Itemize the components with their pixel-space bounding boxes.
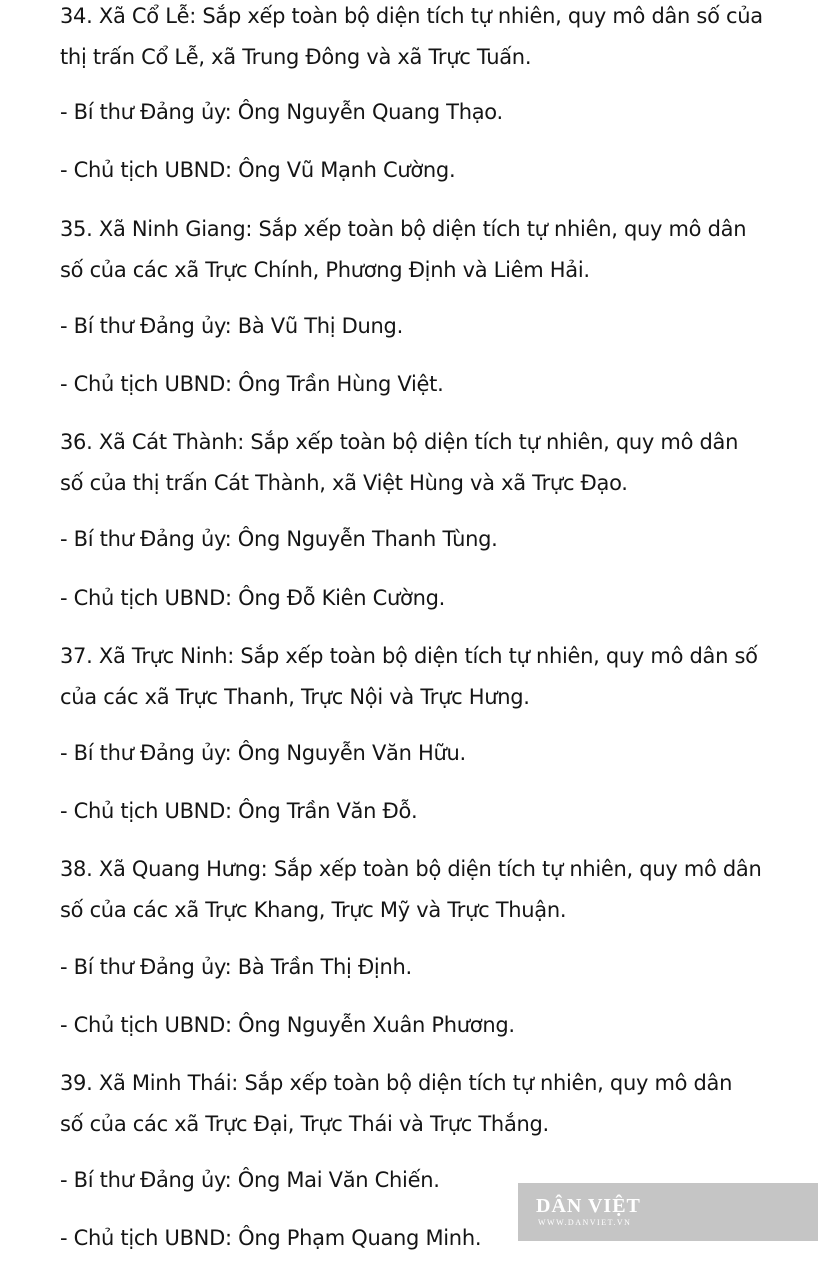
item-34-heading-line-2: thị trấn Cổ Lễ, xã Trung Đông và xã Trực Tuấn. — [60, 45, 532, 69]
danviet-url: WWW.DANVIET.VN — [538, 1218, 632, 1227]
item-38-heading-line-2: số của các xã Trực Khang, Trực Mỹ và Trực Thuận. — [60, 898, 567, 922]
item-36-chairman: - Chủ tịch UBND: Ông Đỗ Kiên Cường. — [60, 586, 446, 610]
item-35-party-secretary: - Bí thư Đảng ủy: Bà Vũ Thị Dung. — [60, 314, 403, 338]
item-39-heading-line-2: số của các xã Trực Đại, Trực Thái và Trực Thắng. — [60, 1112, 549, 1136]
item-36-party-secretary: - Bí thư Đảng ủy: Ông Nguyễn Thanh Tùng. — [60, 527, 498, 551]
item-35-chairman: - Chủ tịch UBND: Ông Trần Hùng Việt. — [60, 372, 444, 396]
danviet-watermark — [518, 1183, 818, 1241]
item-37-chairman: - Chủ tịch UBND: Ông Trần Văn Đỗ. — [60, 799, 418, 823]
item-39-chairman: - Chủ tịch UBND: Ông Phạm Quang Minh. — [60, 1226, 482, 1250]
item-39-party-secretary: - Bí thư Đảng ủy: Ông Mai Văn Chiến. — [60, 1168, 440, 1192]
item-38-party-secretary: - Bí thư Đảng ủy: Bà Trần Thị Định. — [60, 955, 412, 979]
item-36-heading-line-2: số của thị trấn Cát Thành, xã Việt Hùng và xã Trực Đạo. — [60, 471, 628, 495]
item-39-heading-line-1: 39. Xã Minh Thái: Sắp xếp toàn bộ diện tích tự nhiên, quy mô dân — [60, 1071, 733, 1095]
item-36-heading-line-1: 36. Xã Cát Thành: Sắp xếp toàn bộ diện tích tự nhiên, quy mô dân — [60, 430, 739, 454]
item-35-heading-line-1: 35. Xã Ninh Giang: Sắp xếp toàn bộ diện tích tự nhiên, quy mô dân — [60, 217, 747, 241]
item-38-chairman: - Chủ tịch UBND: Ông Nguyễn Xuân Phương. — [60, 1013, 515, 1037]
item-34-party-secretary: - Bí thư Đảng ủy: Ông Nguyễn Quang Thạo. — [60, 100, 503, 124]
item-35-heading-line-2: số của các xã Trực Chính, Phương Định và Liêm Hải. — [60, 258, 590, 282]
item-34-chairman: - Chủ tịch UBND: Ông Vũ Mạnh Cường. — [60, 158, 456, 182]
item-37-party-secretary: - Bí thư Đảng ủy: Ông Nguyễn Văn Hữu. — [60, 741, 466, 765]
item-34-heading-line-1: 34. Xã Cổ Lễ: Sắp xếp toàn bộ diện tích tự nhiên, quy mô dân số của — [60, 4, 763, 28]
item-37-heading-line-2: của các xã Trực Thanh, Trực Nội và Trực Hưng. — [60, 685, 530, 709]
item-38-heading-line-1: 38. Xã Quang Hưng: Sắp xếp toàn bộ diện tích tự nhiên, quy mô dân — [60, 857, 762, 881]
item-37-heading-line-1: 37. Xã Trực Ninh: Sắp xếp toàn bộ diện tích tự nhiên, quy mô dân số — [60, 644, 758, 668]
danviet-logo: DÂN VIỆT — [536, 1195, 641, 1217]
